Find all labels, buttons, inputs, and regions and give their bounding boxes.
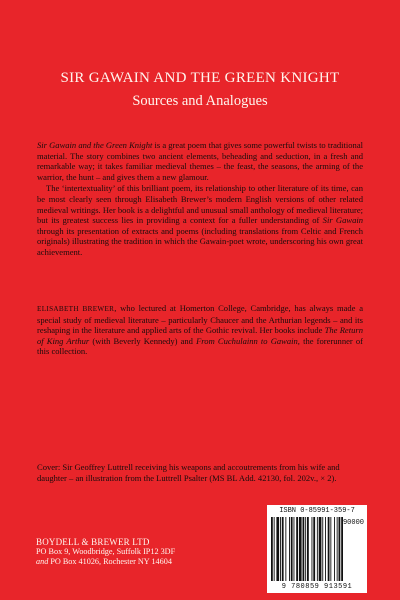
publisher-line-2-rest: PO Box 41026, Rochester NY 14604 [48,557,172,567]
author-name: ELISABETH BREWER [37,305,115,313]
barcode-icon [271,517,343,583]
blurb [37,140,363,258]
publisher-address [36,537,226,568]
publisher-and: and [36,557,49,567]
barcode-number: 9 780859 913591 [281,583,353,591]
publisher-line-2 [36,557,226,567]
book-subtitle: Sources and Analogues [132,93,268,109]
barcode-box [267,505,367,593]
author-text-a: , who lectured at Homerton College, Cambridge, has always made a special study of medieval literature – particularly Chaucer and the Arthurian legends – and its reshaping in the literature and applied arts of the Gothic revival. Her books include [37,303,363,336]
author-book-2: From Cuchulainn to Gawain [196,335,298,346]
blurb-p2-text-b: through its presentation of extracts and poems (including translations from Celtic and French originals) illustrating the tradition in which the Gawain-poet wrote, underscoring his own great achievement. [37,225,363,257]
author-text-c: , the forerunner of this collection. [37,335,363,357]
book-title: SIR GAWAIN AND THE GREEN KNIGHT [60,70,340,86]
author-book-1: The Return of King Arthur [37,325,363,346]
blurb-paragraph-1 [37,140,363,182]
isbn-text: ISBN 0-85991-359-7 [279,507,355,515]
author-text-b: (with Beverly Kennedy) and [89,335,197,346]
publisher-line-1: PO Box 9, Woodbridge, Suffolk IP12 3DF [36,547,176,557]
publisher-name: BOYDELL & BREWER LTD [36,537,150,547]
blurb-p2-italic: Sir Gawain [322,215,363,226]
cover-note: Cover: Sir Geoffrey Luttrell receiving his weapons and accoutrements from his wife and daughter – an illustration from the Luttrell Psalter (MS BL Add. 42130, fol. 202v., × 2). [37,462,340,483]
blurb-title-italic: Sir Gawain and the Green Knight [37,140,153,150]
author-bio [37,303,363,357]
blurb-p2-text-a: The ‘intertextuality’ of this brilliant poem, its relationship to other literature of its time, can be most clearly seen through Elisabeth Brewer’s modern English versions of other related medieval writings. Her book is a delightful and unusual small anthology of medieval literature; but its greatest success lies in providing a context for a fuller understanding of [37,183,363,226]
blurb-paragraph-2 [37,183,363,257]
price-code: 90000 [342,519,364,527]
blurb-p1-text: is a great poem that gives some powerful twists to traditional material. The story combines two ancient elements, beheading and seduction, in a fresh and remarkable way; it takes familiar medieval themes – the feast, the seasons, the arming of the warrior, the hunt – and gives them a new glamour. [37,140,363,182]
